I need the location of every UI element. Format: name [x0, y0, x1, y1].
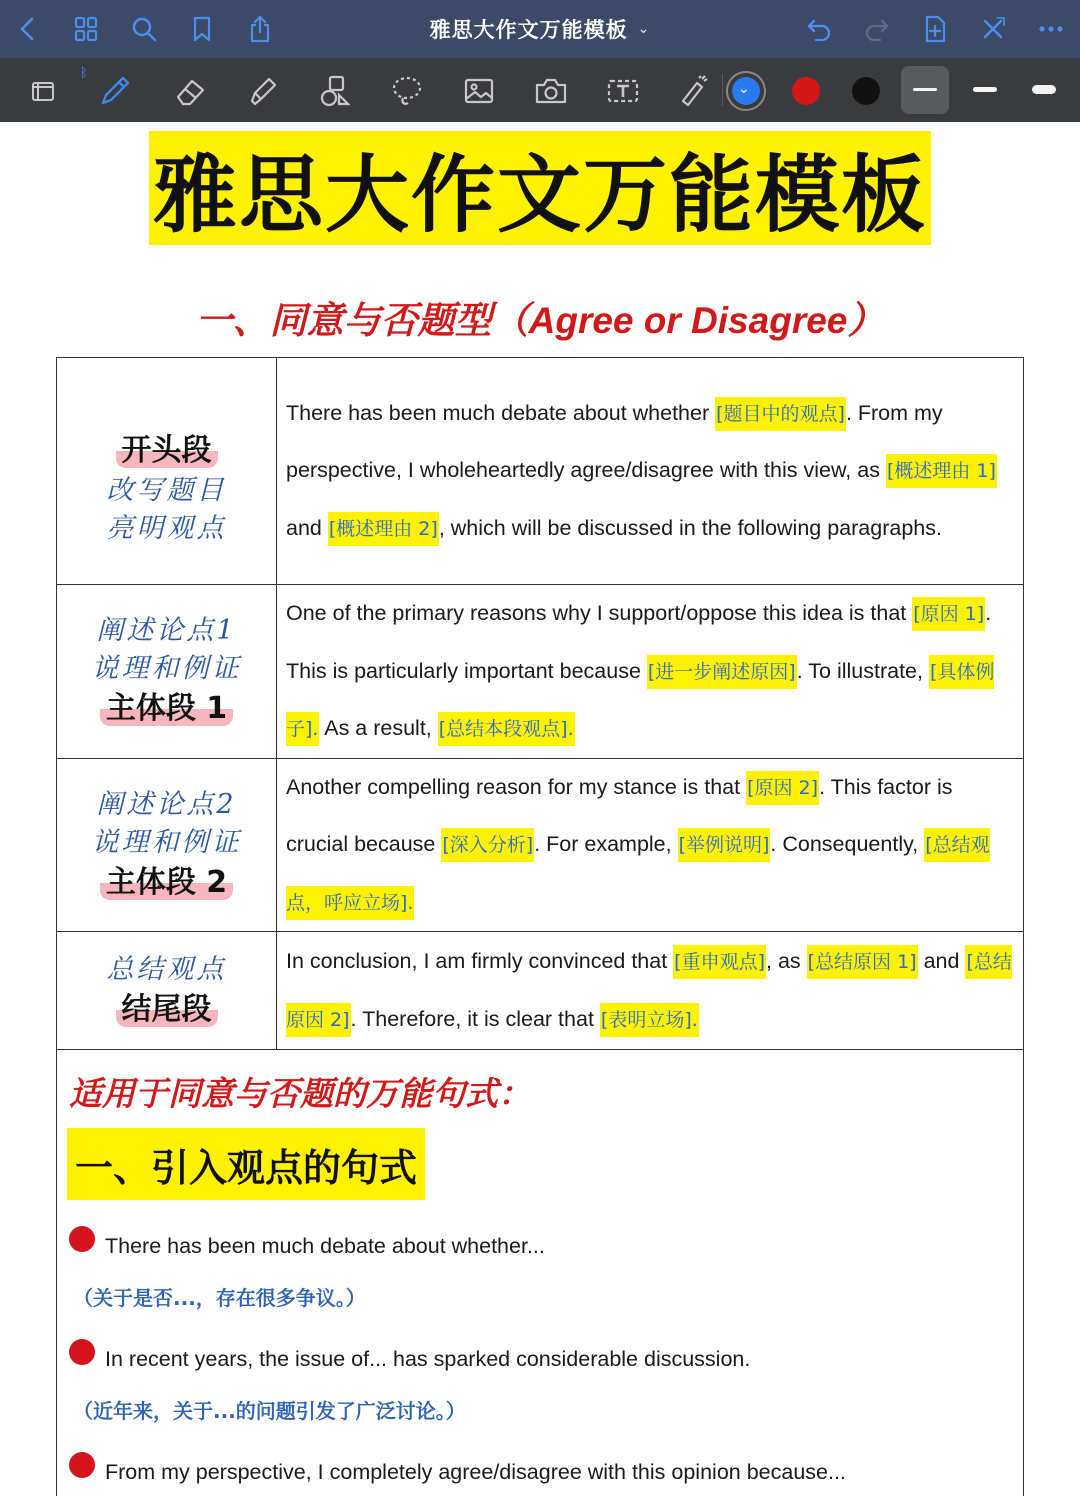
close-icon[interactable]	[975, 11, 1011, 47]
note-page	[0, 122, 1080, 1496]
stroke-thin-icon	[913, 88, 937, 91]
table-row-conclusion	[57, 932, 1024, 1050]
sentence-patterns-section	[56, 1042, 1024, 1496]
row-label-note: 阐述论点1	[96, 615, 237, 647]
redo-icon[interactable]	[859, 11, 895, 47]
title-chevron-down-icon: ⌄	[637, 21, 651, 37]
stroke-medium-icon[interactable]	[973, 87, 997, 92]
placeholder-highlight: [概述理由 1]	[886, 454, 997, 488]
row-template-text: In conclusion, I am firmly convinced that [重申观点], as [总结原因 1] and [总结原因 2]. Therefore, it is clear that [表明立场].	[277, 932, 1024, 1050]
row-label-main: 开头段	[57, 430, 276, 472]
table-row-introduction	[57, 358, 1024, 585]
sentence-chinese: （近年来，关于...的问题引发了广泛讨论。）	[73, 1399, 466, 1423]
stroke-thick-icon[interactable]	[1032, 85, 1056, 94]
row-label-main: 主体段 1	[57, 688, 276, 730]
row-label-note: 总结观点	[106, 953, 227, 985]
placeholder-highlight: [概述理由 2]	[328, 512, 439, 546]
row-label-note: 说理和例证	[91, 653, 242, 685]
row-label-note: 亮明观点	[106, 513, 227, 544]
placeholder-highlight: [重申观点]	[673, 945, 766, 979]
pen-icon[interactable]	[94, 70, 136, 112]
color-swatch-black[interactable]	[852, 77, 880, 105]
toolbar-divider	[722, 74, 723, 106]
row-label-cell	[57, 758, 277, 932]
shapes-icon[interactable]	[314, 70, 356, 112]
placeholder-highlight: [深入分析]	[441, 828, 534, 862]
placeholder-highlight: [原因 1]	[912, 597, 985, 631]
sentence-english: From my perspective, I completely agree/disagree with this opinion because...	[105, 1460, 846, 1484]
table-row-body-2	[57, 758, 1024, 932]
row-label-cell	[57, 932, 277, 1050]
placeholder-highlight: [具体例子].	[286, 655, 994, 747]
sentence-english: There has been much debate about whether...	[105, 1234, 545, 1258]
laser-pointer-icon[interactable]	[672, 70, 714, 112]
image-icon[interactable]	[458, 70, 500, 112]
camera-icon[interactable]	[530, 70, 572, 112]
chevron-down-icon: ⌄	[738, 81, 750, 97]
add-page-icon[interactable]	[917, 11, 953, 47]
essay-template-table	[56, 357, 1024, 1050]
top-navigation-bar	[0, 0, 1080, 58]
placeholder-highlight: [题目中的观点]	[715, 397, 846, 431]
document-title-text: 雅思大作文万能模板	[429, 18, 628, 42]
drawing-toolbar	[0, 58, 1080, 123]
row-template-text: Another compelling reason for my stance is that [原因 2]. This factor is crucial because [深入分析]. For example, [举例说明]. Consequently, [总结观点，呼应立场].	[277, 758, 1024, 932]
row-label-main: 主体段 2	[57, 862, 276, 904]
row-label-main: 结尾段	[57, 989, 276, 1031]
placeholder-highlight: [总结原因 1]	[807, 945, 918, 979]
row-label-note: 阐述论点2	[96, 788, 237, 820]
bluetooth-icon: ᛒ	[80, 66, 88, 81]
row-template-text: There has been much debate about whether [题目中的观点]. From my perspective, I wholeheartedly agree/disagree with this view, as [概述理由 1] and [概述理由 2], which will be discussed in the following paragraphs.	[277, 358, 1024, 585]
row-label-cell	[57, 585, 277, 759]
table-row-body-1	[57, 585, 1024, 759]
sentence-chinese: （关于是否...，存在很多争议。）	[73, 1286, 366, 1310]
bullet-dot-icon	[69, 1226, 95, 1252]
section-subtitle: 一、同意与否题型（Agree or Disagree）	[195, 300, 885, 341]
text-icon[interactable]	[602, 70, 644, 112]
subsection-heading: 一、引入观点的句式	[67, 1128, 425, 1200]
row-label-cell	[57, 358, 277, 585]
undo-icon[interactable]	[801, 11, 837, 47]
highlighter-icon[interactable]	[242, 70, 284, 112]
color-swatch-red[interactable]	[792, 77, 820, 105]
row-label-note: 改写题目	[106, 475, 227, 506]
more-icon[interactable]	[1033, 11, 1069, 47]
section-heading: 适用于同意与否题的万能句式：	[69, 1074, 531, 1113]
row-label-note: 说理和例证	[91, 826, 242, 858]
placeholder-highlight: [总结本段观点].	[438, 712, 575, 746]
read-mode-icon[interactable]	[22, 70, 64, 112]
placeholder-highlight: [举例说明]	[678, 828, 771, 862]
row-template-text: One of the primary reasons why I support/oppose this idea is that [原因 1]. This is particularly important because [进一步阐述原因]. To illustrate, [具体例子]. As a result, [总结本段观点].	[277, 585, 1024, 759]
lasso-icon[interactable]	[386, 70, 428, 112]
placeholder-highlight: [进一步阐述原因]	[647, 655, 797, 689]
placeholder-highlight: [原因 2]	[746, 771, 819, 805]
page-title: 雅思大作文万能模板	[149, 131, 931, 245]
sentence-english: In recent years, the issue of... has sparked considerable discussion.	[105, 1347, 751, 1371]
placeholder-highlight: [总结原因 2]	[286, 945, 1012, 1037]
eraser-icon[interactable]	[170, 70, 212, 112]
placeholder-highlight: [表明立场].	[600, 1003, 699, 1037]
placeholder-highlight: [总结观点，呼应立场].	[286, 828, 990, 920]
bullet-dot-icon	[69, 1339, 95, 1365]
bullet-dot-icon	[69, 1452, 95, 1478]
